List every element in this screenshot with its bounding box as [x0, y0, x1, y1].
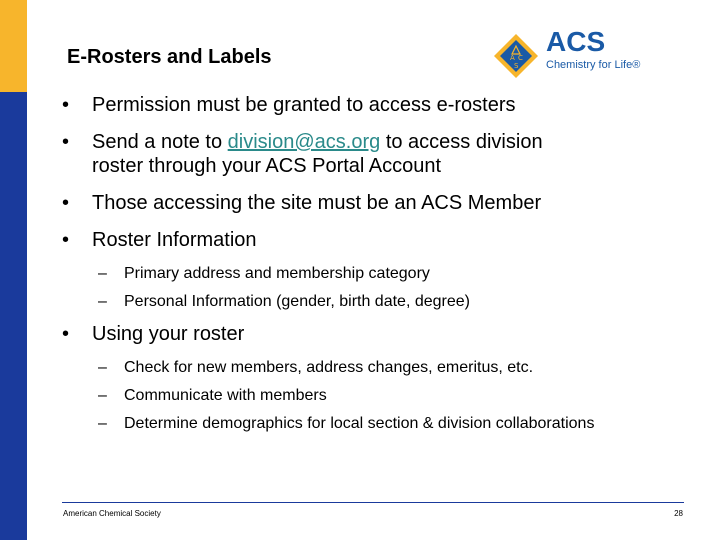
bullet-text-pre: Send a note to: [92, 131, 228, 153]
sub-bullet-text: Determine demographics for local section & division collaborations: [124, 415, 595, 432]
sub-bullet-dash: –: [98, 359, 107, 376]
bullet-dot: •: [62, 229, 70, 251]
sub-bullet-dash: –: [98, 415, 107, 432]
bullet-text: [92, 130, 692, 154]
svg-text:A: A: [510, 54, 515, 62]
email-link[interactable]: division@acs.org: [227, 131, 381, 153]
svg-text:C: C: [518, 54, 523, 62]
bullet-text: Roster Information: [92, 229, 257, 251]
footer-organization: American Chemical Society: [63, 509, 161, 518]
sub-bullet-text: Check for new members, address changes, emeritus, etc.: [124, 359, 534, 376]
footer-divider: [62, 502, 684, 503]
bullet-dot: •: [62, 323, 70, 345]
sub-bullet-dash: –: [98, 265, 107, 282]
sub-bullet-text: Personal Information (gender, birth date, degree): [124, 293, 470, 310]
bullet-text-post: to access division: [380, 131, 543, 153]
accent-bar-yellow: [0, 0, 27, 92]
acs-logo: [490, 26, 641, 82]
bullet-dot: •: [62, 131, 70, 153]
page-number: 28: [674, 509, 683, 518]
sub-bullet-dash: –: [98, 387, 107, 404]
bullet-text: roster through your ACS Portal Account: [92, 155, 442, 177]
slide-title: E-Rosters and Labels: [67, 46, 272, 68]
bullet-text: Using your roster: [92, 323, 245, 345]
bullet-dot: •: [62, 192, 70, 214]
svg-text:S: S: [514, 62, 519, 70]
sub-bullet-dash: –: [98, 293, 107, 310]
logo-tagline: Chemistry for Life®: [546, 59, 641, 71]
accent-bar-blue: [0, 92, 27, 540]
sub-bullet-text: Communicate with members: [124, 387, 327, 404]
bullet-text: Permission must be granted to access e-rosters: [92, 94, 516, 116]
bullet-text: Those accessing the site must be an ACS Member: [92, 192, 542, 214]
sub-bullet-text: Primary address and membership category: [124, 265, 430, 282]
logo-wordmark: ACS: [546, 26, 606, 57]
acs-seal-icon: [490, 30, 542, 82]
bullet-dot: •: [62, 94, 70, 116]
